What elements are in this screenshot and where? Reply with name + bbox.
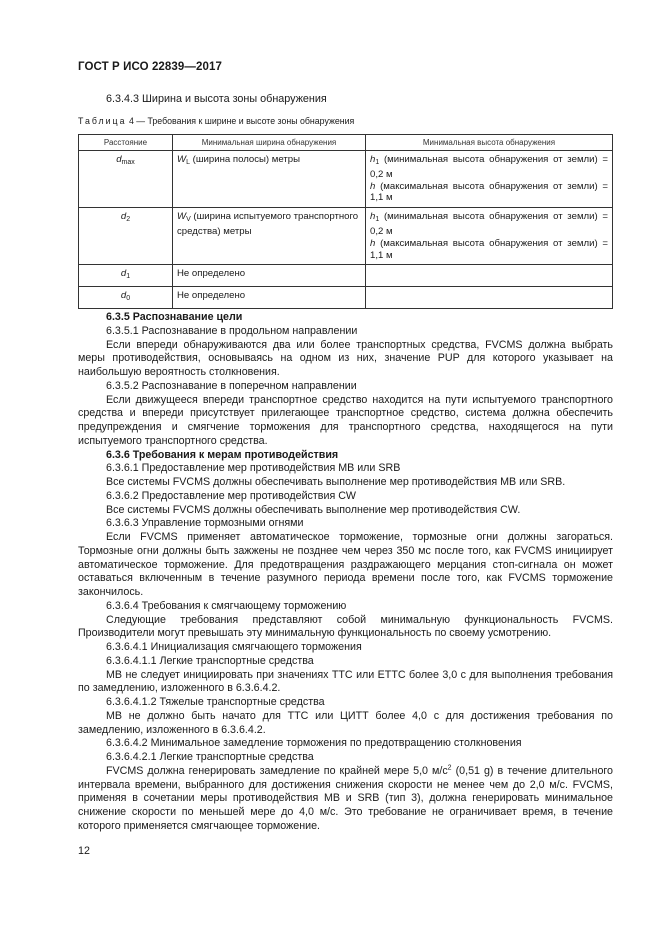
paragraph: МВ не следует инициировать при значениях ТТС или ЕТТС более 3,0 с для выполнения требования по замедлению, изложенного в 6.3.6.4.2. bbox=[78, 668, 613, 695]
subsection-heading: 6.3.5 Распознавание цели bbox=[106, 311, 243, 323]
paragraph: Следующие требования представляют собой минимальную функциональность FVCMS. Производители могут превышать эту минимальную функциональность по своему усмотрению. bbox=[78, 613, 613, 640]
distance-cell: $d_0$ bbox=[79, 287, 173, 309]
distance-cell: $d_2$ bbox=[79, 208, 173, 265]
table-row bbox=[79, 151, 613, 208]
clause-heading: 6.3.5.1 Распознавание в продольном направлении bbox=[106, 324, 358, 337]
paragraph: Если впереди обнаруживаются два или более транспортных средства, FVCMS должна выбрать меры противодействия, основываясь на одном из них, значение PUP для которого указывает на наибольшую вероятность столкновения. bbox=[78, 338, 613, 378]
clause-heading: 6.3.6.3 Управление тормозными огнями bbox=[106, 517, 304, 530]
subsection-heading: 6.3.6 Требования к мерам противодействия bbox=[106, 448, 339, 461]
paragraph: МВ не должно быть начато для ТТС или ЦИТТ более 4,0 с для достижения требования по замедлению, изложенного в 6.3.6.4.2. bbox=[78, 709, 613, 736]
body-text bbox=[78, 311, 613, 834]
clause-heading: 6.3.6.4.1.1 Легкие транспортные средства bbox=[106, 654, 314, 667]
table-header-row bbox=[79, 135, 613, 151]
page-number: 12 bbox=[78, 845, 90, 857]
table-caption-text: 4 — Требования к ширине и высоте зоны обнаружения bbox=[126, 116, 355, 126]
paragraph: Если движущееся впереди транспортное средство находится на пути испытуемого транспортного средства и впереди присутствует прилегающее транспортное средство, система должна обеспечить предупреждения и смягчение торможения для транспортного средства, находящегося на пути испытуемого транспортного средства. bbox=[78, 393, 613, 447]
paragraph: Все системы FVCMS должны обеспечивать выполнение мер противодействия CW. bbox=[106, 503, 521, 516]
table-caption bbox=[78, 116, 354, 126]
height-cell: $h_1$ (минимальная высота обнаружения от земли) = 0,2 м h (максимальная высота обнаружения от земли) = 1,1 м bbox=[366, 208, 613, 265]
paragraph: FVCMS должна генерировать замедление по крайней мере 5,0 $м/с^2$ (0,51 g) в течение длительного интервала времени, выбранного для достижения снижения скорости не менее чем до 2,0 м/с. FVCMS, применяя в сочетании меры противодействия MB и SRB (тип 3), должна генерировать минимальное снижение скорости по меньшей мере до 4,0 м/с. Это требование не ограничивает время, в течение которого применяется смягчающее торможение. bbox=[78, 764, 613, 832]
table-row bbox=[79, 265, 613, 287]
distance-cell: $d_1$ bbox=[79, 265, 173, 287]
clause-heading: 6.3.6.4.2 Минимальное замедление торможения по предотвращению столкновения bbox=[106, 737, 522, 750]
width-cell: Не определено bbox=[173, 287, 366, 309]
paragraph: Если FVCMS применяет автоматическое торможение, тормозные огни должны загораться. Тормозные огни должны быть зажжены не позднее чем через 350 мс после того, как FVCMS инициирует автоматическое торможение. Для предотвращения раздражающего мерцания стоп-сигнала он может оставаться включенным в течение разумного периода времени после того, как FVCMS торможение закончилось. bbox=[78, 531, 613, 598]
clause-heading: 6.3.6.4.1 Инициализация смягчающего торможения bbox=[106, 641, 362, 653]
clause-heading: 6.3.6.4.2.1 Легкие транспортные средства bbox=[106, 751, 314, 763]
section-heading: 6.3.4.3 Ширина и высота зоны обнаружения bbox=[106, 93, 327, 105]
clause-heading: 6.3.6.1 Предоставление мер противодействия MB или SRB bbox=[106, 462, 401, 475]
table-caption-prefix: Таблица bbox=[78, 116, 127, 126]
height-cell bbox=[366, 287, 613, 309]
height-cell bbox=[366, 265, 613, 287]
table-row bbox=[79, 208, 613, 265]
clause-heading: 6.3.5.2 Распознавание в поперечном направлении bbox=[106, 379, 357, 392]
height-cell: $h_1$ (минимальная высота обнаружения от земли) = 0,2 м h (максимальная высота обнаружения от земли) = 1,1 м bbox=[366, 151, 613, 208]
distance-cell: $d_{max}$ bbox=[79, 151, 173, 208]
column-header-distance: Расстояние bbox=[79, 135, 173, 151]
table-row bbox=[79, 287, 613, 309]
column-header-height: Минимальная высота обнаружения bbox=[366, 135, 613, 151]
paragraph: Все системы FVCMS должны обеспечивать выполнение мер противодействия MB или SRB. bbox=[106, 476, 566, 488]
clause-heading: 6.3.6.4 Требования к смягчающему торможению bbox=[106, 599, 347, 612]
width-cell: $W_L$ (ширина полосы) метры bbox=[173, 151, 366, 208]
column-header-width: Минимальная ширина обнаружения bbox=[173, 135, 366, 151]
document-header: ГОСТ Р ИСО 22839—2017 bbox=[78, 61, 223, 73]
clause-heading: 6.3.6.4.1.2 Тяжелые транспортные средства bbox=[106, 696, 325, 708]
requirements-table bbox=[78, 134, 613, 309]
width-cell: $W_V$ (ширина испытуемого транспортного средства) метры bbox=[173, 208, 366, 265]
clause-heading: 6.3.6.2 Предоставление мер противодействия CW bbox=[106, 489, 357, 502]
width-cell: Не определено bbox=[173, 265, 366, 287]
